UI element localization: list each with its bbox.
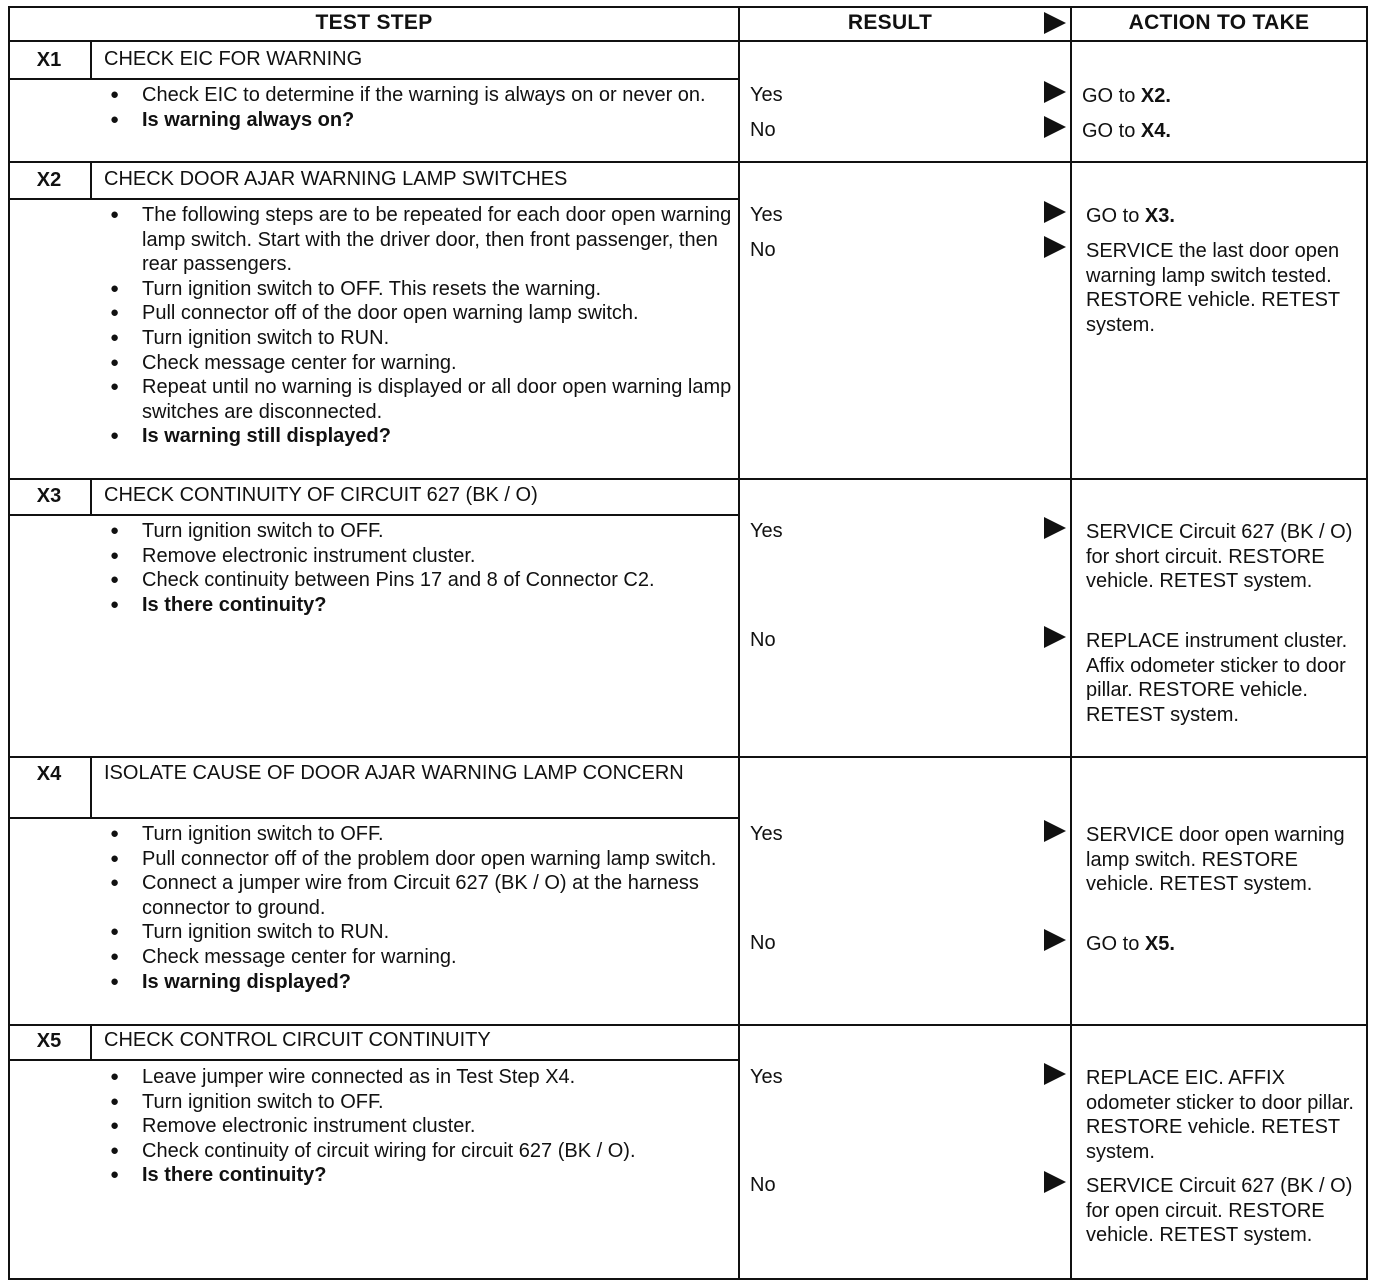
step-bullets-x3 bbox=[104, 519, 704, 617]
step-title-x3: CHECK CONTINUITY OF CIRCUIT 627 (BK / O) bbox=[104, 484, 538, 506]
header-test-step: TEST STEP bbox=[315, 11, 433, 34]
step-bullets-x5 bbox=[104, 1065, 694, 1188]
header-result: RESULT bbox=[847, 11, 933, 34]
action-yes-x4: SERVICE door open warning lamp switch. RESTORE vehicle. RETEST system. bbox=[1086, 824, 1345, 896]
list-item: ● Repeat until no warning is displayed or all door open warning lamp switches are disconnected. bbox=[104, 375, 744, 424]
list-item: ● Leave jumper wire connected as in Test Step X4. bbox=[104, 1065, 694, 1090]
list-item: ● Turn ignition switch to OFF. bbox=[104, 519, 704, 544]
step-question-x3: ● Is there continuity? bbox=[104, 593, 704, 618]
step-code-x1: X1 bbox=[36, 49, 62, 71]
step-question-x1: ● Is warning always on? bbox=[104, 108, 714, 133]
step-question-x5: ● Is there continuity? bbox=[104, 1163, 694, 1188]
arrow-icon bbox=[1044, 626, 1066, 648]
result-yes-x4: Yes bbox=[750, 823, 783, 845]
list-item: ● Check continuity of circuit wiring for circuit 627 (BK / O). bbox=[104, 1139, 694, 1164]
x3-code-divider bbox=[90, 479, 92, 516]
action-yes-x1: GO to X2. bbox=[1082, 85, 1171, 107]
action-yes-x2: GO to X3. bbox=[1086, 205, 1175, 227]
x4-title-divider bbox=[8, 817, 740, 819]
list-item: ● Pull connector off of the door open warning lamp switch. bbox=[104, 301, 744, 326]
header-action: ACTION TO TAKE bbox=[1128, 11, 1310, 34]
arrow-icon bbox=[1044, 1171, 1066, 1193]
step-bullets-x1 bbox=[104, 83, 714, 132]
list-item: ● Turn ignition switch to RUN. bbox=[104, 920, 744, 945]
result-no-x5: No bbox=[750, 1174, 776, 1196]
step-code-x5: X5 bbox=[36, 1030, 62, 1052]
list-item: ● Check message center for warning. bbox=[104, 351, 744, 376]
x5-code-divider bbox=[90, 1025, 92, 1061]
list-item: ● Check message center for warning. bbox=[104, 945, 744, 970]
arrow-icon bbox=[1044, 929, 1066, 951]
result-yes-x3: Yes bbox=[750, 520, 783, 542]
arrow-icon bbox=[1044, 116, 1066, 138]
column-divider-action bbox=[1070, 6, 1072, 1280]
result-no-x1: No bbox=[750, 119, 776, 141]
step-bullets-x4 bbox=[104, 822, 744, 994]
step-code-x4: X4 bbox=[36, 763, 62, 785]
step-question-x4: ● Is warning displayed? bbox=[104, 970, 744, 995]
list-item: ● The following steps are to be repeated for each door open warning lamp switch. Start with the driver door, then front passenger, then rear passengers. bbox=[104, 203, 744, 277]
result-yes-x2: Yes bbox=[750, 204, 783, 226]
x1-title-divider bbox=[8, 78, 740, 80]
action-no-x1: GO to X4. bbox=[1082, 120, 1171, 142]
arrow-icon bbox=[1044, 820, 1066, 842]
x4-code-divider bbox=[90, 757, 92, 819]
x3-title-divider bbox=[8, 514, 740, 516]
step-question-x2: ● Is warning still displayed? bbox=[104, 424, 744, 449]
list-item: ● Turn ignition switch to OFF. bbox=[104, 822, 744, 847]
arrow-icon bbox=[1044, 1063, 1066, 1085]
list-item: ● Turn ignition switch to RUN. bbox=[104, 326, 744, 351]
header-divider bbox=[8, 40, 1368, 42]
arrow-icon bbox=[1044, 517, 1066, 539]
x1-code-divider bbox=[90, 42, 92, 80]
list-item: ● Check continuity between Pins 17 and 8 of Connector C2. bbox=[104, 568, 704, 593]
list-item: ● Connect a jumper wire from Circuit 627 (BK / O) at the harness connector to ground. bbox=[104, 871, 744, 920]
arrow-icon bbox=[1044, 81, 1066, 103]
action-yes-x3: SERVICE Circuit 627 (BK / O) for short circuit. RESTORE vehicle. RETEST system. bbox=[1086, 521, 1353, 593]
action-yes-x5: REPLACE EIC. AFFIX odometer sticker to door pillar. RESTORE vehicle. RETEST system. bbox=[1086, 1067, 1354, 1163]
step-code-x2: X2 bbox=[36, 169, 62, 191]
result-yes-x5: Yes bbox=[750, 1066, 783, 1088]
header-arrow-icon bbox=[1044, 12, 1066, 34]
list-item: ● Turn ignition switch to OFF. bbox=[104, 1090, 694, 1115]
step-title-x1: CHECK EIC FOR WARNING bbox=[104, 48, 363, 70]
action-no-x2: SERVICE the last door open warning lamp switch tested. RESTORE vehicle. RETEST system. bbox=[1086, 240, 1340, 336]
result-no-x4: No bbox=[750, 932, 776, 954]
action-no-x4: GO to X5. bbox=[1086, 933, 1175, 955]
list-item: ● Pull connector off of the problem door open warning lamp switch. bbox=[104, 847, 744, 872]
result-no-x3: No bbox=[750, 629, 776, 651]
x4-bottom-divider bbox=[8, 1024, 1368, 1026]
list-item: ● Check EIC to determine if the warning is always on or never on. bbox=[104, 83, 714, 108]
diagnostic-table bbox=[8, 6, 1368, 1280]
x2-code-divider bbox=[90, 162, 92, 200]
step-title-x5: CHECK CONTROL CIRCUIT CONTINUITY bbox=[104, 1029, 491, 1051]
x1-bottom-divider bbox=[8, 161, 1368, 163]
x2-title-divider bbox=[8, 198, 740, 200]
x2-bottom-divider bbox=[8, 478, 1368, 480]
x5-title-divider bbox=[8, 1059, 740, 1061]
action-no-x5: SERVICE Circuit 627 (BK / O) for open circuit. RESTORE vehicle. RETEST system. bbox=[1086, 1175, 1353, 1247]
action-no-x3: REPLACE instrument cluster. Affix odometer sticker to door pillar. RESTORE vehicle. RETEST system. bbox=[1086, 630, 1348, 726]
step-code-x3: X3 bbox=[36, 485, 62, 507]
arrow-icon bbox=[1044, 236, 1066, 258]
step-title-x4: ISOLATE CAUSE OF DOOR AJAR WARNING LAMP CONCERN bbox=[104, 762, 684, 784]
arrow-icon bbox=[1044, 201, 1066, 223]
list-item: ● Turn ignition switch to OFF. This resets the warning. bbox=[104, 277, 744, 302]
table-border-bottom bbox=[8, 1278, 1368, 1280]
step-bullets-x2 bbox=[104, 203, 744, 449]
result-yes-x1: Yes bbox=[750, 84, 783, 106]
list-item: ● Remove electronic instrument cluster. bbox=[104, 544, 704, 569]
result-no-x2: No bbox=[750, 239, 776, 261]
x3-bottom-divider bbox=[8, 756, 1368, 758]
step-title-x2: CHECK DOOR AJAR WARNING LAMP SWITCHES bbox=[104, 168, 568, 190]
list-item: ● Remove electronic instrument cluster. bbox=[104, 1114, 694, 1139]
